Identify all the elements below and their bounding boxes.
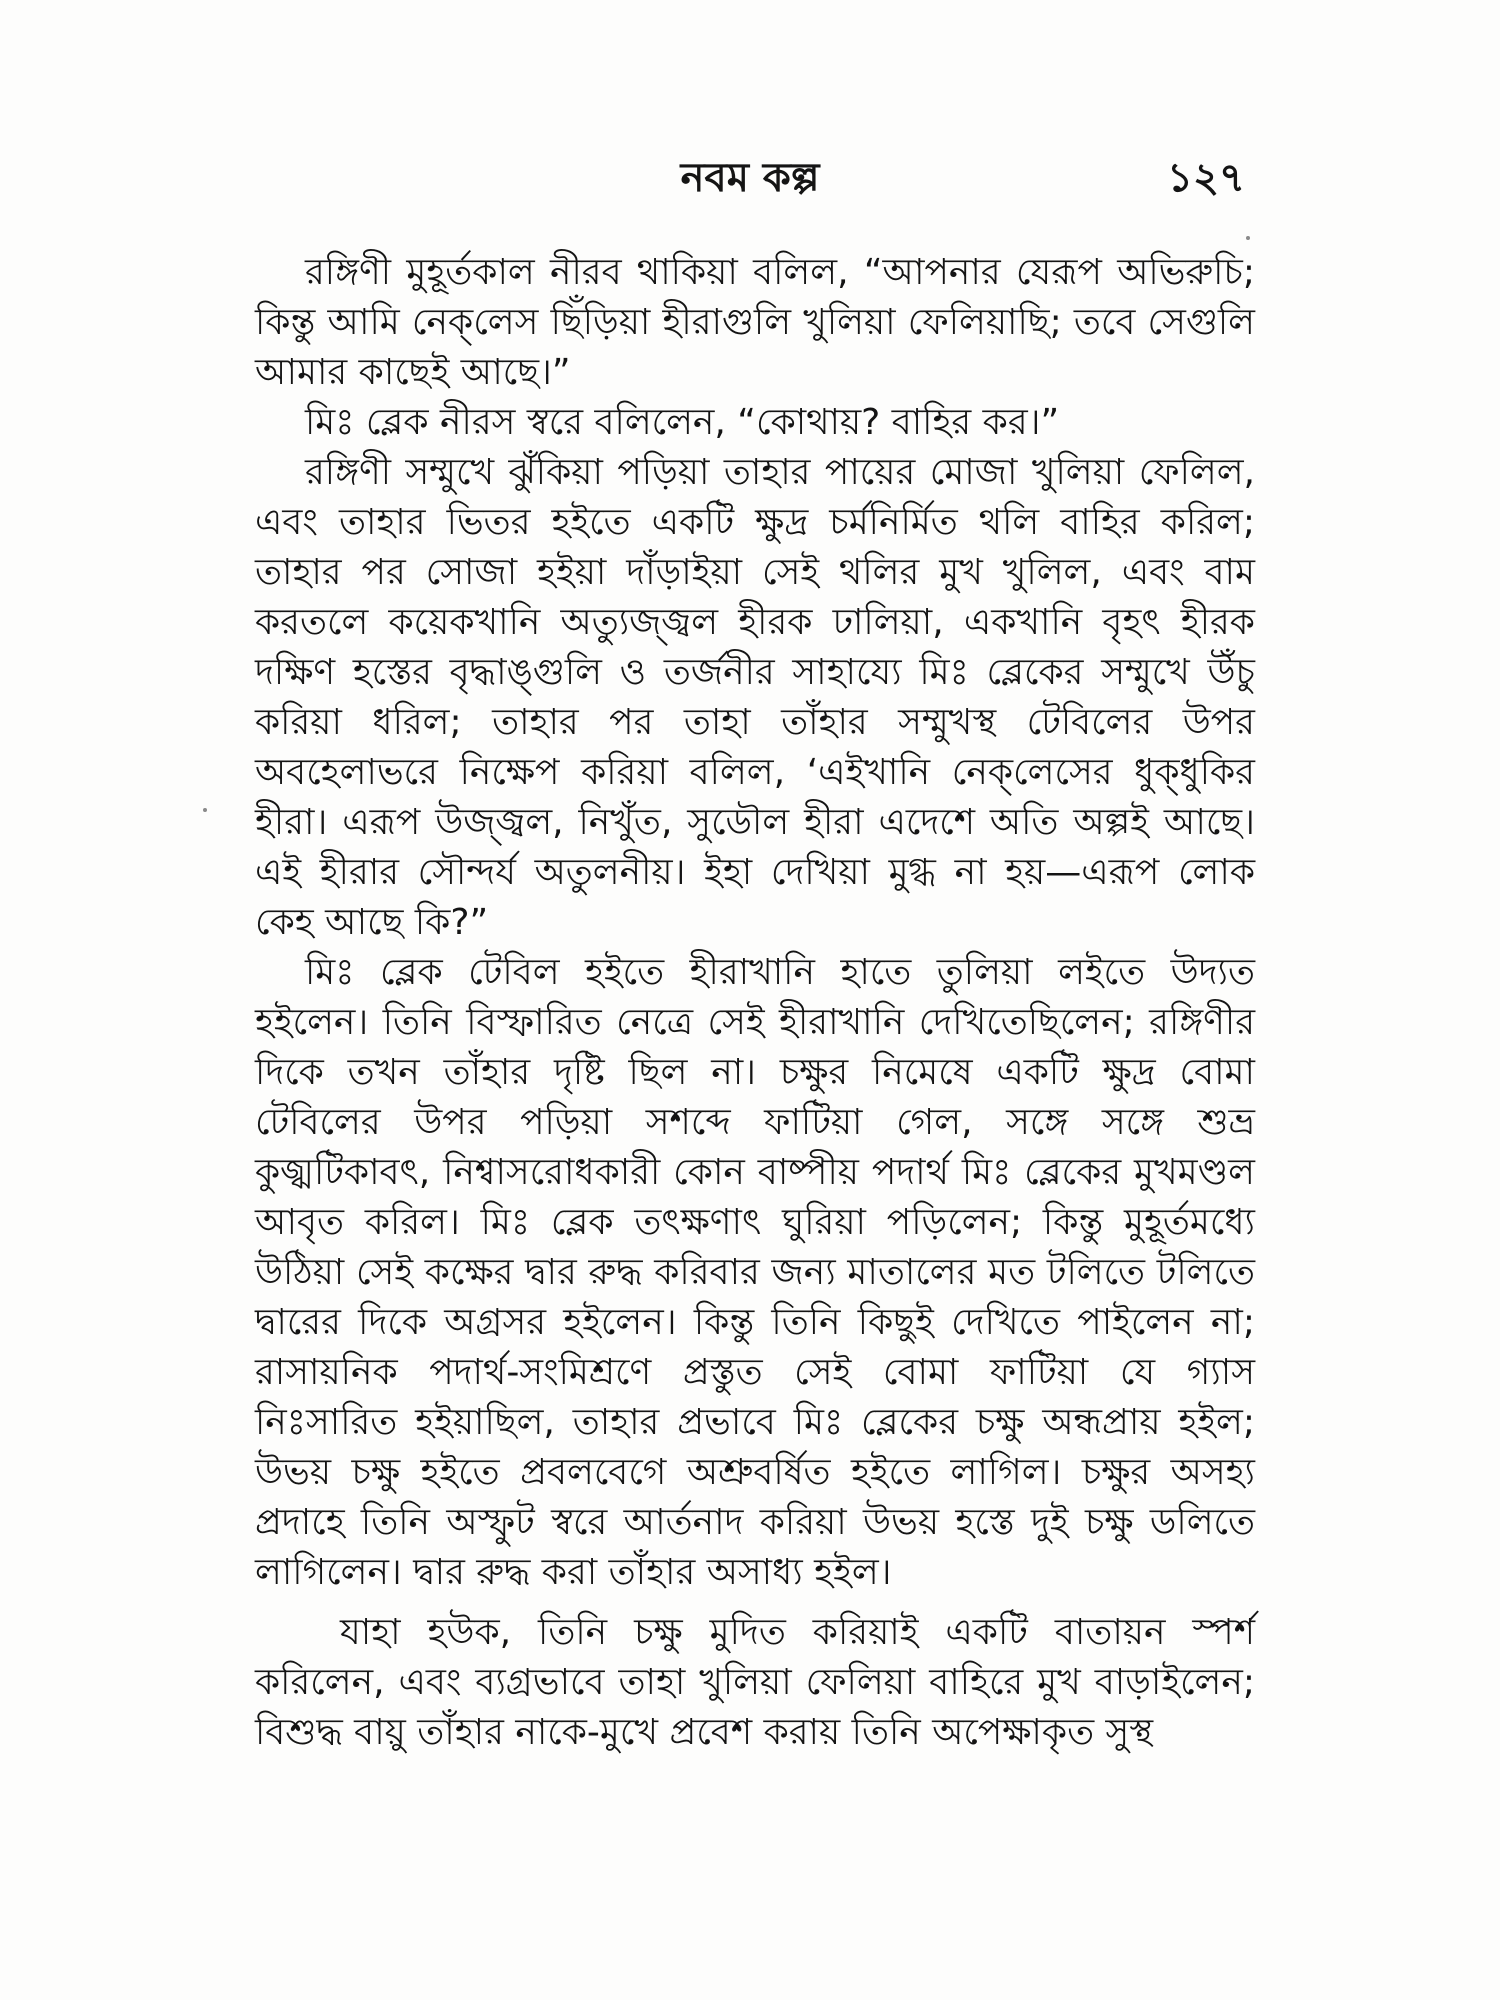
paragraph-4: মিঃ ব্লেক টেবিল হইতে হীরাখানি হাতে তুলিয়া লইতে উদ্যত হইলেন। তিনি বিস্ফারিত নেত্রে সেই হীরাখানি দেখিতেছিলেন; রঙ্গিণীর দিকে তখন তাঁহার দৃষ্টি ছিল না। চক্ষুর নিমেষে একটি ক্ষুদ্র বোমা টেবিলের উপর পড়িয়া সশব্দে ফাটিয়া গেল, সঙ্গে সঙ্গে শুভ্র কুজ্ঝটিকাবৎ, নিশ্বাসরোধকারী কোন বাষ্পীয় পদার্থ মিঃ ব্লেকের মুখমণ্ডল আবৃত করিল। মিঃ ব্লেক তৎক্ষণাৎ ঘুরিয়া পড়িলেন; কিন্তু মুহূর্তমধ্যে উঠিয়া সেই কক্ষের দ্বার রুদ্ধ করিবার জন্য মাতালের মত টলিতে টলিতে দ্বারের দিকে অগ্রসর হইলেন। কিন্তু তিনি কিছুই দেখিতে পাইলেন না; রাসায়নিক পদার্থ-সংমিশ্রণে প্রস্তুত সেই বোমা ফাটিয়া যে গ্যাস নিঃসারিত হইয়াছিল, তাহার প্রভাবে মিঃ ব্লেকের চক্ষু অন্ধপ্রায় হইল; উভয় চক্ষু হইতে প্রবলবেগে অশ্রুবর্ষিত হইতে লাগিল। চক্ষুর অসহ্য প্রদাহে তিনি অস্ফুট স্বরে আর্তনাদ করিয়া উভয় হস্তে দুই চক্ষু ডলিতে লাগিলেন। দ্বার রুদ্ধ করা তাঁহার অসাধ্য হইল। [255,952,1255,1593]
paper-speck [1246,236,1250,240]
body-text [255,248,1255,1758]
paragraph-2: মিঃ ব্লেক নীরস স্বরে বলিলেন, “কোথায়? বাহির কর।” [305,402,1060,443]
paragraph-3: রঙ্গিণী সম্মুখে ঝুঁকিয়া পড়িয়া তাহার পায়ের মোজা খুলিয়া ফেলিল, এবং তাহার ভিতর হইতে একটি ক্ষুদ্র চর্মনির্মিত থলি বাহির করিল; তাহার পর সোজা হইয়া দাঁড়াইয়া সেই থলির মুখ খুলিল, এবং বাম করতলে কয়েকখানি অত্যুজ্জ্বল হীরক ঢালিয়া, একখানি বৃহৎ হীরক দক্ষিণ হস্তের বৃদ্ধাঙ্গুলি ও তর্জনীর সাহায্যে মিঃ ব্লেকের সম্মুখে উঁচু করিয়া ধরিল; তাহার পর তাহা তাঁহার সম্মুখস্থ টেবিলের উপর অবহেলাভরে নিক্ষেপ করিয়া বলিল, ‘এইখানি নেক্‌লেসের ধুক্‌ধুকির হীরা। এরূপ উজ্জ্বল, নিখুঁত, সুডৌল হীরা এদেশে অতি অল্পই আছে। এই হীরার সৌন্দর্য অতুলনীয়। ইহা দেখিয়া মুগ্ধ না হয়—এরূপ লোক কেহ আছে কি?” [255,452,1255,943]
paragraph-5: যাহা হউক, তিনি চক্ষু মুদিত করিয়াই একটি বাতায়ন স্পর্শ করিলেন, এবং ব্যগ্রভাবে তাহা খুলিয়া ফেলিয়া বাহিরে মুখ বাড়াইলেন; বিশুদ্ধ বায়ু তাঁহার নাকে-মুখে প্রবেশ করায় তিনি অপেক্ষাকৃত সুস্থ [255,1612,1255,1753]
paragraph-1: রঙ্গিণী মুহূর্তকাল নীরব থাকিয়া বলিল, “আপনার যেরূপ অভিরুচি; কিন্তু আমি নেক্‌লেস ছিঁড়িয়া হীরাগুলি খুলিয়া ফেলিয়াছি; তবে সেগুলি আমার কাছেই আছে।” [255,252,1255,393]
running-header-title: নবম কল্প [680,155,820,201]
paper-speck [203,808,207,812]
page-number: ১২৭ [1167,155,1245,201]
